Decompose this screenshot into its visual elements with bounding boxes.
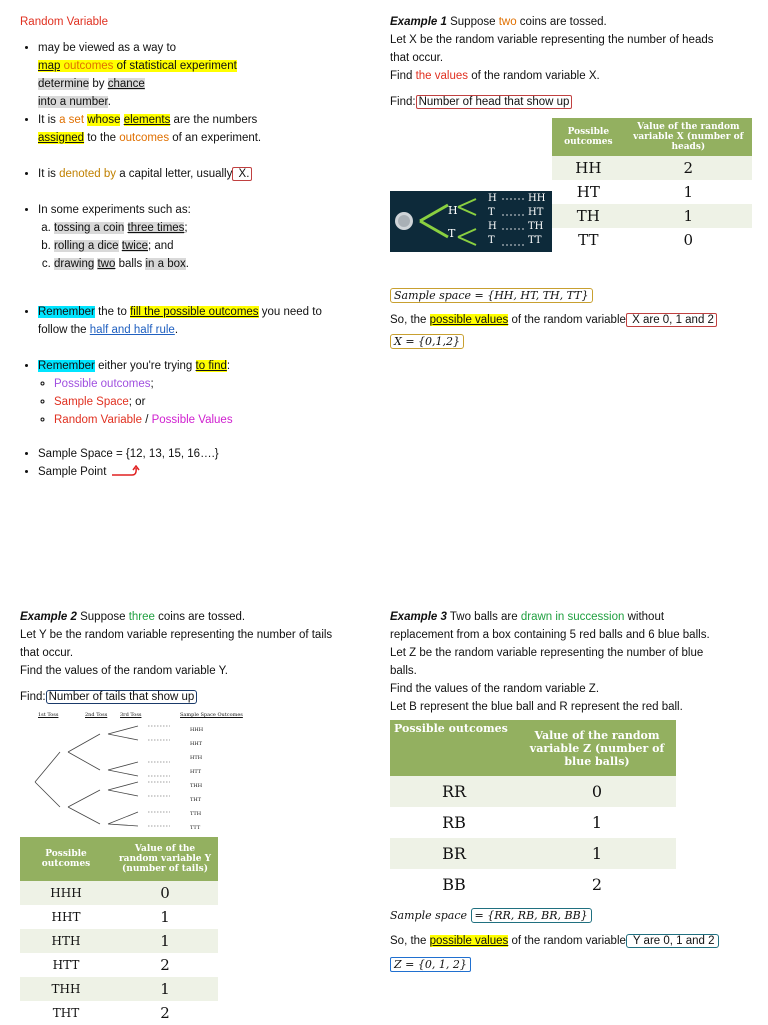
find-sample-space: ◦ Sample Space; or — [54, 393, 370, 411]
experiments-list — [20, 201, 370, 273]
ex3-line5: Find the values of the random variable Z. — [390, 683, 600, 695]
tree-outcome: HTH — [190, 755, 203, 761]
table-row: RR 0 — [390, 776, 676, 807]
tree-outcome: HT — [528, 207, 544, 218]
tree-header: Sample Space Outcomes — [180, 712, 243, 718]
ex2-line4: Find the values of the random variable Y. — [20, 665, 228, 677]
tree-header: 3rd Toss — [120, 712, 142, 718]
tree-leaf: T — [488, 235, 495, 246]
tree-leaf: T — [488, 207, 495, 218]
ex1-x-set: X = {0,1,2} — [390, 334, 464, 349]
tree-header: 1st Toss — [38, 712, 59, 718]
table-row: HHT 1 — [20, 905, 218, 929]
table-row: TH 1 — [552, 204, 752, 228]
tree-outcome: TT — [528, 235, 542, 246]
ex1-find: Find: Number of head that show up — [390, 93, 760, 111]
ex1-col-value: Value of the random variable X (number of heads) — [625, 118, 752, 156]
tree-outcome: HHT — [190, 741, 203, 747]
ex2-line3: that occur. — [20, 647, 74, 659]
bullet-denoted: • It is denoted by a capital letter, usually X. — [38, 165, 370, 183]
tree-outcome: HTT — [190, 769, 202, 775]
table-row: HTT 2 — [20, 953, 218, 977]
tree-outcome: HH — [528, 193, 546, 204]
tree-outcome: THH — [190, 783, 203, 789]
ex3-col-outcomes: Possible outcomes — [390, 720, 518, 776]
tree-leaf: H — [488, 221, 497, 232]
ex1-line2: Let X be the random variable representing the number of heads — [390, 34, 714, 46]
tree-h: H — [448, 204, 458, 217]
tree-outcome: HHH — [190, 727, 204, 733]
ex1-tree-image — [390, 191, 552, 252]
ex3-sample-space: Sample space = {RR, RB, BR, BB} — [390, 907, 760, 925]
bullet-remember-find: • Remember either you're trying to find: ◦ Possible outcomes; ◦ Sample Space; or ◦ Random Variable / Possible Values — [38, 357, 370, 429]
ex1-so: So, the possible values of the random variable X are 0, 1 and 2 — [390, 311, 760, 329]
table-row: THH 1 — [20, 977, 218, 1001]
ex3-conclusion — [390, 907, 760, 974]
example-1-section — [390, 13, 760, 111]
bullet-experiments: • In some experiments such as: a. tossing a coin three times; b. rolling a dice twice; and c. drawing two balls in a box. — [38, 201, 370, 273]
bullet-map: • may be viewed as a way to map outcomes of statistical experiment determine by chance into a number. — [38, 39, 370, 111]
table-row: BR 1 — [390, 838, 676, 869]
left-top-section — [20, 13, 370, 481]
ex2-line1: Example 2 Suppose three coins are tossed. — [20, 611, 246, 623]
tree-t: T — [448, 227, 456, 240]
ex1-line3: that occur. — [390, 52, 444, 64]
ex1-table — [552, 118, 752, 252]
tree-outcome: TH — [528, 221, 544, 232]
table-row: RB 1 — [390, 807, 676, 838]
ex1-sample-space: Sample space = {HH, HT, TH, TT} — [390, 288, 593, 303]
section-title: Random Variable — [20, 16, 109, 28]
ex1-conclusion — [390, 287, 760, 351]
arrow-icon — [110, 465, 144, 479]
ex1-col-outcomes: Possible outcomes — [552, 118, 625, 156]
bullet-remember-fill: • Remember the to fill the possible outcomes you need to follow the half and half rule. — [38, 303, 370, 339]
experiment-coin: a. tossing a coin three times; — [54, 219, 370, 237]
table-row: HH 2 — [552, 156, 752, 180]
tree-outcome: TTH — [190, 811, 202, 817]
tree-outcome: THT — [190, 797, 202, 803]
ex2-col-value: Value of the random variable Y (number of tails) — [112, 837, 218, 881]
table-row: TT 0 — [552, 228, 752, 252]
ex3-line3: Let Z be the random variable representing the number of blue — [390, 647, 704, 659]
ex3-line2: replacement from a box containing 5 red balls and 6 blue balls. — [390, 629, 710, 641]
ex2-table — [20, 837, 218, 1025]
table-row: BB 2 — [390, 869, 676, 900]
table-row: HT 1 — [552, 180, 752, 204]
bullet-sample-point: • Sample Point — [38, 463, 370, 481]
ex2-tree-diagram — [30, 712, 260, 832]
ex3-so: So, the possible values of the random variable Y are 0, 1 and 2 — [390, 932, 760, 950]
example-3-section — [390, 608, 760, 716]
find-random-variable: ◦ Random Variable / Possible Values — [54, 411, 370, 429]
tree-lines-icon — [30, 712, 260, 832]
table-row: HHH 0 — [20, 881, 218, 905]
ex3-z-set: Z = {0, 1, 2} — [390, 957, 471, 972]
tree-outcome: TTT — [190, 825, 201, 831]
definition-list — [20, 39, 370, 147]
ex3-line4: balls. — [390, 665, 417, 677]
ex2-find: Find: Number of tails that show up — [20, 688, 380, 706]
ex1-line4: Find the values of the random variable X. — [390, 70, 600, 82]
ex1-line1: Example 1 Suppose two coins are tossed. — [390, 16, 607, 28]
table-row: HTH 1 — [20, 929, 218, 953]
ex3-line6: Let B represent the blue ball and R represent the red ball. — [390, 701, 683, 713]
experiment-dice: b. rolling a dice twice; and — [54, 237, 370, 255]
remember-list — [20, 303, 370, 339]
remember-find-list — [20, 357, 370, 429]
tree-leaf: H — [488, 193, 497, 204]
tree-header: 2nd Toss — [85, 712, 108, 718]
sample-list — [20, 445, 370, 481]
ex3-col-value: Value of the random variable Z (number of blue balls) — [518, 720, 676, 776]
bullet-set: • It is a set whose elements are the numbers assigned to the outcomes of an experiment. — [38, 111, 370, 147]
find-possible-outcomes: ◦ Possible outcomes; — [54, 375, 370, 393]
denoted-list — [20, 165, 370, 183]
table-row: THT 2 — [20, 1001, 218, 1025]
ex2-col-outcomes: Possible outcomes — [20, 837, 112, 881]
bullet-sample-space: • Sample Space = {12, 13, 15, 16….} — [38, 445, 370, 463]
example-2-section — [20, 608, 380, 706]
ex2-line2: Let Y be the random variable representing the number of tails — [20, 629, 333, 641]
ex3-line1: Example 3 Two balls are drawn in succession without — [390, 611, 665, 623]
experiment-balls: c. drawing two balls in a box. — [54, 255, 370, 273]
ex3-table — [390, 720, 676, 900]
